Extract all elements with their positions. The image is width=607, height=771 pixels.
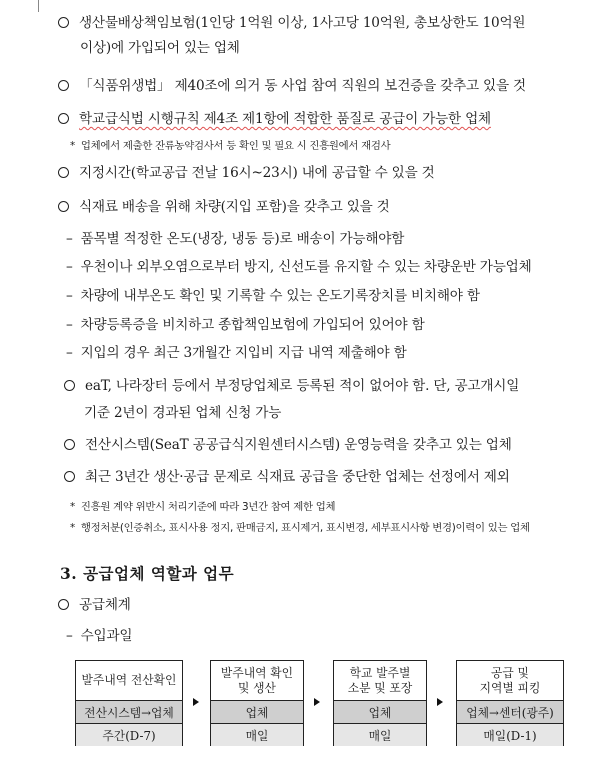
flow-step-title: 공급 및 지역별 피킹 xyxy=(457,661,563,701)
flow-step-4 xyxy=(456,660,564,746)
dash-bullet: – xyxy=(66,231,73,247)
circle-bullet-icon xyxy=(64,439,75,450)
dash-item: – 차량등록증을 비치하고 종합책임보험에 가입되어 있어야 함 xyxy=(66,317,425,333)
circle-bullet-icon xyxy=(58,80,69,91)
asterisk-icon: * xyxy=(70,522,75,534)
flow-step-timing: 매일 xyxy=(211,724,303,746)
note-item: * 진흥원 계약 위반시 처리기준에 따라 3년간 참여 제한 업체 xyxy=(70,501,336,513)
dash-item: – 품목별 적정한 온도(냉장, 냉동 등)로 배송이 가능해야함 xyxy=(66,231,405,247)
circle-bullet-icon xyxy=(64,380,75,391)
arrow-right-icon xyxy=(437,698,443,706)
page-margin-marker xyxy=(38,0,39,12)
dash-item: – 지입의 경우 최근 3개월간 지입비 지급 내역 제출해야 함 xyxy=(66,345,407,361)
section-heading: 3. 공급업체 역할과 업무 xyxy=(60,564,235,583)
flow-step-3 xyxy=(333,660,427,746)
asterisk-icon: * xyxy=(70,501,75,513)
list-item-continuation: 이상)에 가입되어 있는 업체 xyxy=(80,40,240,56)
flow-step-actor: 업체→센터(광주) xyxy=(457,701,563,724)
note-item: * 업체에서 제출한 잔류농약검사서 등 확인 및 필요 시 진흥원에서 재검사 xyxy=(70,140,391,152)
flow-step-2 xyxy=(210,660,304,746)
flow-step-actor: 전산시스템→업체 xyxy=(76,701,182,724)
circle-bullet-icon xyxy=(58,599,69,610)
note-item: * 행정처분(인증취소, 표시사용 정지, 판매금지, 표시제거, 표시변경, 세부표시사항 변경)이력이 있는 업체 xyxy=(70,522,530,534)
list-item-continuation: 기준 2년이 경과된 업체 신청 가능 xyxy=(84,405,282,421)
circle-bullet-icon xyxy=(58,113,69,124)
circle-bullet-icon xyxy=(58,201,69,212)
list-item: 최근 3년간 생산·공급 문제로 식재료 공급을 중단한 업체는 선정에서 제외 xyxy=(64,468,510,486)
dash-bullet: – xyxy=(66,259,73,275)
flow-step-timing: 주간(D-7) xyxy=(76,724,182,746)
section-bullet-item: 공급체계 xyxy=(58,596,131,614)
flow-step-title: 발주내역 전산확인 xyxy=(76,661,182,701)
flow-step-actor: 업체 xyxy=(334,701,426,724)
list-item: 「식품위생법」 제40조에 의거 동 사업 참여 직원의 보건증을 갖추고 있을 것 xyxy=(58,77,526,95)
dash-bullet: – xyxy=(66,345,73,361)
list-item: 학교급식법 시행규칙 제4조 제1항에 적합한 품질로 공급이 가능한 업체 xyxy=(58,110,491,128)
list-item: 지정시간(학교공급 전날 16시~23시) 내에 공급할 수 있을 것 xyxy=(58,164,435,182)
flow-step-timing: 매일(D-1) xyxy=(457,724,563,746)
list-item: eaT, 나라장터 등에서 부정당업체로 등록된 적이 없어야 함. 단, 공고개시일 xyxy=(64,377,519,395)
dash-bullet: – xyxy=(66,288,73,304)
asterisk-icon: * xyxy=(70,140,75,152)
flow-step-actor: 업체 xyxy=(211,701,303,724)
list-item: 생산물배상책임보험(1인당 1억원 이상, 1사고당 10억원, 총보상한도 10억원 xyxy=(58,14,525,32)
dash-item: – 차량에 내부온도 확인 및 기록할 수 있는 온도기록장치를 비치해야 함 xyxy=(66,288,480,304)
circle-bullet-icon xyxy=(58,167,69,178)
dash-item: – 우천이나 외부오염으로부터 방지, 신선도를 유지할 수 있는 차량운반 가능업체 xyxy=(66,259,532,275)
dash-bullet: – xyxy=(66,317,73,333)
flow-step-title: 학교 발주별 소분 및 포장 xyxy=(334,661,426,701)
flow-step-timing: 매일 xyxy=(334,724,426,746)
arrow-right-icon xyxy=(314,698,320,706)
flow-step-title: 발주내역 확인 및 생산 xyxy=(211,661,303,701)
section-dash-item: – 수입과일 xyxy=(66,628,133,644)
flow-step-1 xyxy=(75,660,183,746)
list-item: 식재료 배송을 위해 차량(지입 포함)을 갖추고 있을 것 xyxy=(58,198,390,216)
circle-bullet-icon xyxy=(58,17,69,28)
dash-bullet: – xyxy=(66,628,73,644)
circle-bullet-icon xyxy=(64,471,75,482)
list-item: 전산시스템(SeaT 공공급식지원센터시스템) 운영능력을 갖추고 있는 업체 xyxy=(64,436,512,454)
arrow-right-icon xyxy=(193,698,199,706)
